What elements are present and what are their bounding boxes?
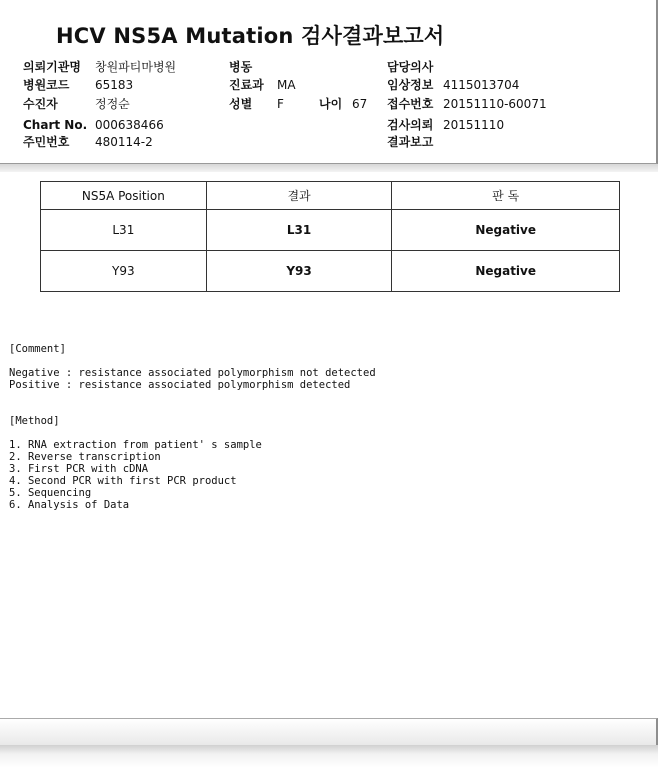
info-label: 접수번호: [387, 97, 434, 111]
info-value: F: [277, 97, 284, 111]
comment-line: Negative : resistance associated polymorphism not detected: [9, 367, 376, 379]
interpretation-cell: Negative: [392, 251, 620, 292]
method-step: 2. Reverse transcription: [9, 451, 161, 463]
info-resident-no: [23, 135, 69, 149]
method-step: 3. First PCR with cDNA: [9, 463, 149, 475]
column-header-result: 결과: [206, 182, 392, 210]
info-receipt-no: [387, 97, 433, 111]
method-step: 5. Sequencing: [9, 487, 92, 499]
method-heading: [Method]: [9, 415, 60, 427]
info-label: 담당의사: [387, 60, 434, 74]
info-label: 병원코드: [23, 78, 70, 92]
info-label: 진료과: [229, 78, 264, 92]
report-header: [0, 0, 658, 164]
page-break-shadow: [0, 745, 658, 768]
info-value: 67: [352, 97, 368, 111]
info-age: [319, 97, 342, 111]
info-department: [229, 78, 264, 92]
info-label: 결과보고: [387, 135, 434, 149]
info-value: 4115013704: [443, 78, 520, 92]
comment-line: Positive : resistance associated polymorphism detected: [9, 379, 351, 391]
info-chart-no: [23, 118, 87, 132]
info-hospital-code: [23, 78, 69, 92]
info-value: 20151110-60071: [443, 97, 547, 111]
method-step: 6. Analysis of Data: [9, 499, 130, 511]
info-label: 수진자: [23, 97, 58, 111]
info-label: 성별: [229, 97, 253, 111]
table-header-row: [41, 182, 620, 210]
info-label: 의뢰기관명: [23, 60, 81, 74]
info-value: 65183: [95, 78, 134, 92]
position-cell: L31: [41, 210, 207, 251]
info-sex: [229, 97, 252, 111]
info-value: 20151110: [443, 118, 505, 132]
table-row: [41, 210, 620, 251]
header-divider: [0, 164, 658, 172]
page-footer: [0, 718, 658, 745]
method-step: 4. Second PCR with first PCR product: [9, 475, 237, 487]
info-label: 주민번호: [23, 135, 70, 149]
info-ward: [229, 60, 252, 74]
info-result-report: [387, 135, 433, 149]
info-value: 480114-2: [95, 135, 153, 149]
info-referral-institution: [23, 60, 81, 74]
column-header-interpretation: 판 독: [392, 182, 620, 210]
result-cell: Y93: [206, 251, 392, 292]
info-value: 000638466: [95, 118, 164, 132]
info-test-request: [387, 118, 433, 132]
interpretation-cell: Negative: [392, 210, 620, 251]
info-value: MA: [277, 78, 296, 92]
results-table: [40, 181, 620, 292]
report-title: HCV NS5A Mutation 검사결과보고서: [56, 24, 445, 48]
result-cell: L31: [206, 210, 392, 251]
comment-heading: [Comment]: [9, 343, 66, 355]
column-header-position: NS5A Position: [41, 182, 207, 210]
info-attending-doctor: [387, 60, 433, 74]
info-label: 나이: [319, 97, 343, 111]
info-value: 창원파티마병원: [95, 60, 177, 74]
method-step: 1. RNA extraction from patient' s sample: [9, 439, 262, 451]
info-value: 정정순: [95, 97, 130, 111]
info-label: Chart No.: [23, 118, 88, 132]
position-cell: Y93: [41, 251, 207, 292]
table-row: [41, 251, 620, 292]
info-label: 임상정보: [387, 78, 434, 92]
info-patient-name: [23, 97, 58, 111]
info-label: 검사의뢰: [387, 118, 434, 132]
info-label: 병동: [229, 60, 253, 74]
info-clinical-info: [387, 78, 433, 92]
